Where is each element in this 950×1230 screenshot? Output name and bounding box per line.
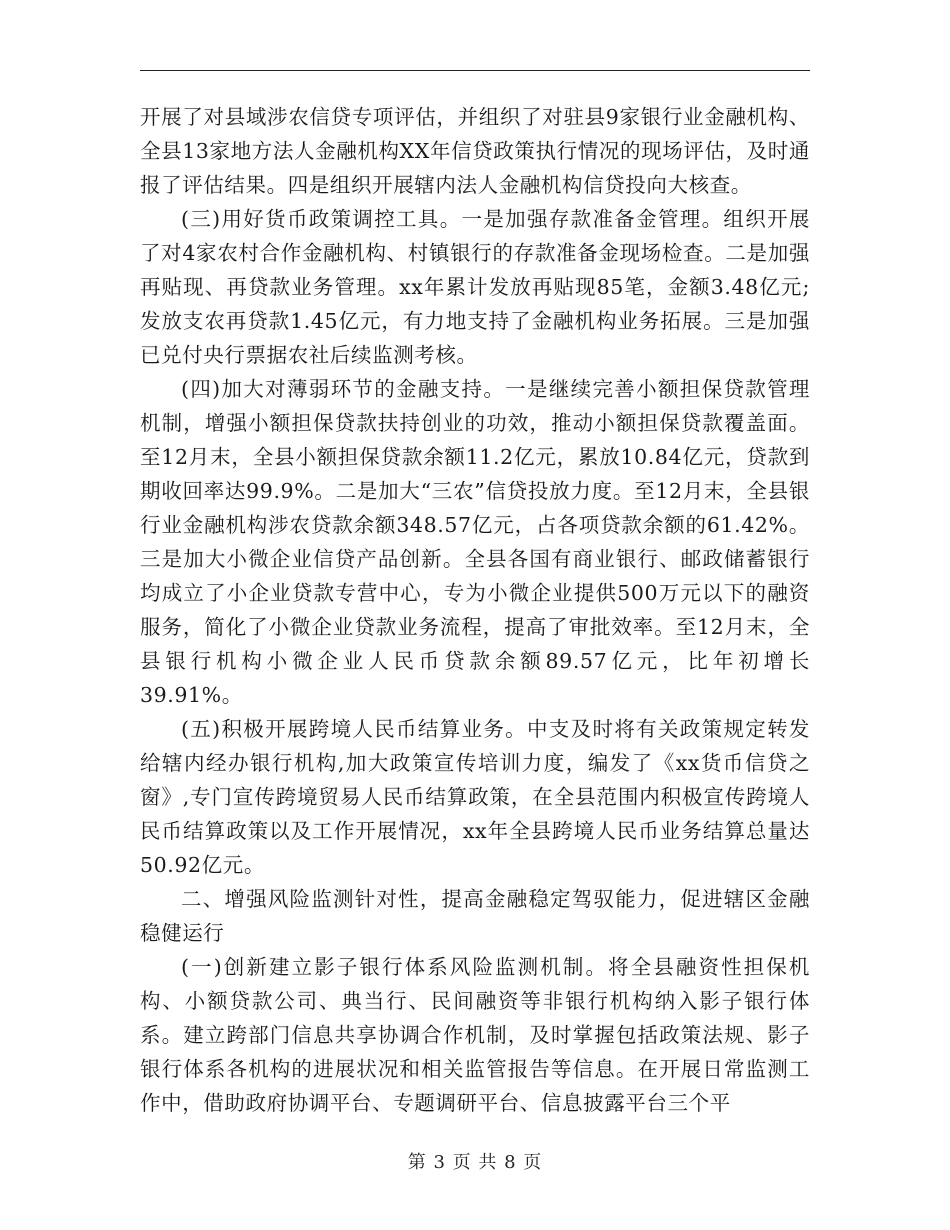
paragraph-2: (三)用好货币政策调控工具。一是加强存款准备金管理。组织开展了对4家农村合作金融机构、村镇银行的存款准备金现场检查。二是加强再贴现、再贷款业务管理。xx年累计发放再贴现85笔，金额3.48亿元;发放支农再贷款1.45亿元，有力地支持了金融机构业务拓展。三是加强已兑付央行票据农社后续监测考核。 [140,207,810,367]
header-rule [140,70,810,71]
paragraph-5: (一)创新建立影子银行体系风险监测机制。将全县融资性担保机构、小额贷款公司、典当行、民间融资等非银行机构纳入影子银行体系。建立跨部门信息共享协调合作机制，及时掌握包括政策法规、影子银行体系各机构的进展状况和相关监管报告等信息。在开展日常监测工作中，借助政府协调平台、专题调研平台、信息披露平台三个平 [140,955,810,1115]
paragraph-4: (五)积极开展跨境人民币结算业务。中支及时将有关政策规定转发给辖内经办银行机构,加大政策宣传培训力度，编发了《xx货币信贷之窗》,专门宣传跨境贸易人民币结算政策，在全县范围内积极宣传跨境人民币结算政策以及工作开展情况，xx年全县跨境人民币业务结算总量达50.92亿元。 [140,717,810,877]
paragraph-3: (四)加大对薄弱环节的金融支持。一是继续完善小额担保贷款管理机制，增强小额担保贷款扶持创业的功效，推动小额担保贷款覆盖面。至12月末，全县小额担保贷款余额11.2亿元，累放10.84亿元，贷款到期收回率达99.9%。二是加大“三农”信贷投放力度。至12月末，全县银行业金融机构涉农贷款余额348.57亿元，占各项贷款余额的61.42%。三是加大小微企业信贷产品创新。全县各国有商业银行、邮政储蓄银行均成立了小企业贷款专营中心，专为小微企业提供500万元以下的融资服务，简化了小微企业贷款业务流程，提高了审批效率。至12月末，全县银行机构小微企业人民币贷款余额89.57亿元，比年初增长39.91%。 [140,377,810,707]
page-label-suffix: 页 [523,1152,543,1173]
page-label-prefix: 第 [407,1152,427,1173]
page-label-mid: 页 共 [452,1152,498,1173]
page-footer [0,1148,950,1174]
total-pages-number: 8 [504,1152,517,1173]
document-body [140,100,810,1120]
section-heading: 二、增强风险监测针对性，提高金融稳定驾驭能力，促进辖区金融稳健运行 [140,887,810,945]
paragraph-1: 开展了对县域涉农信贷专项评估，并组织了对驻县9家银行业金融机构、全县13家地方法人金融机构XX年信贷政策执行情况的现场评估，及时通报了评估结果。四是组织开展辖内法人金融机构信贷投向大核查。 [140,105,810,197]
current-page-number: 3 [433,1152,446,1173]
